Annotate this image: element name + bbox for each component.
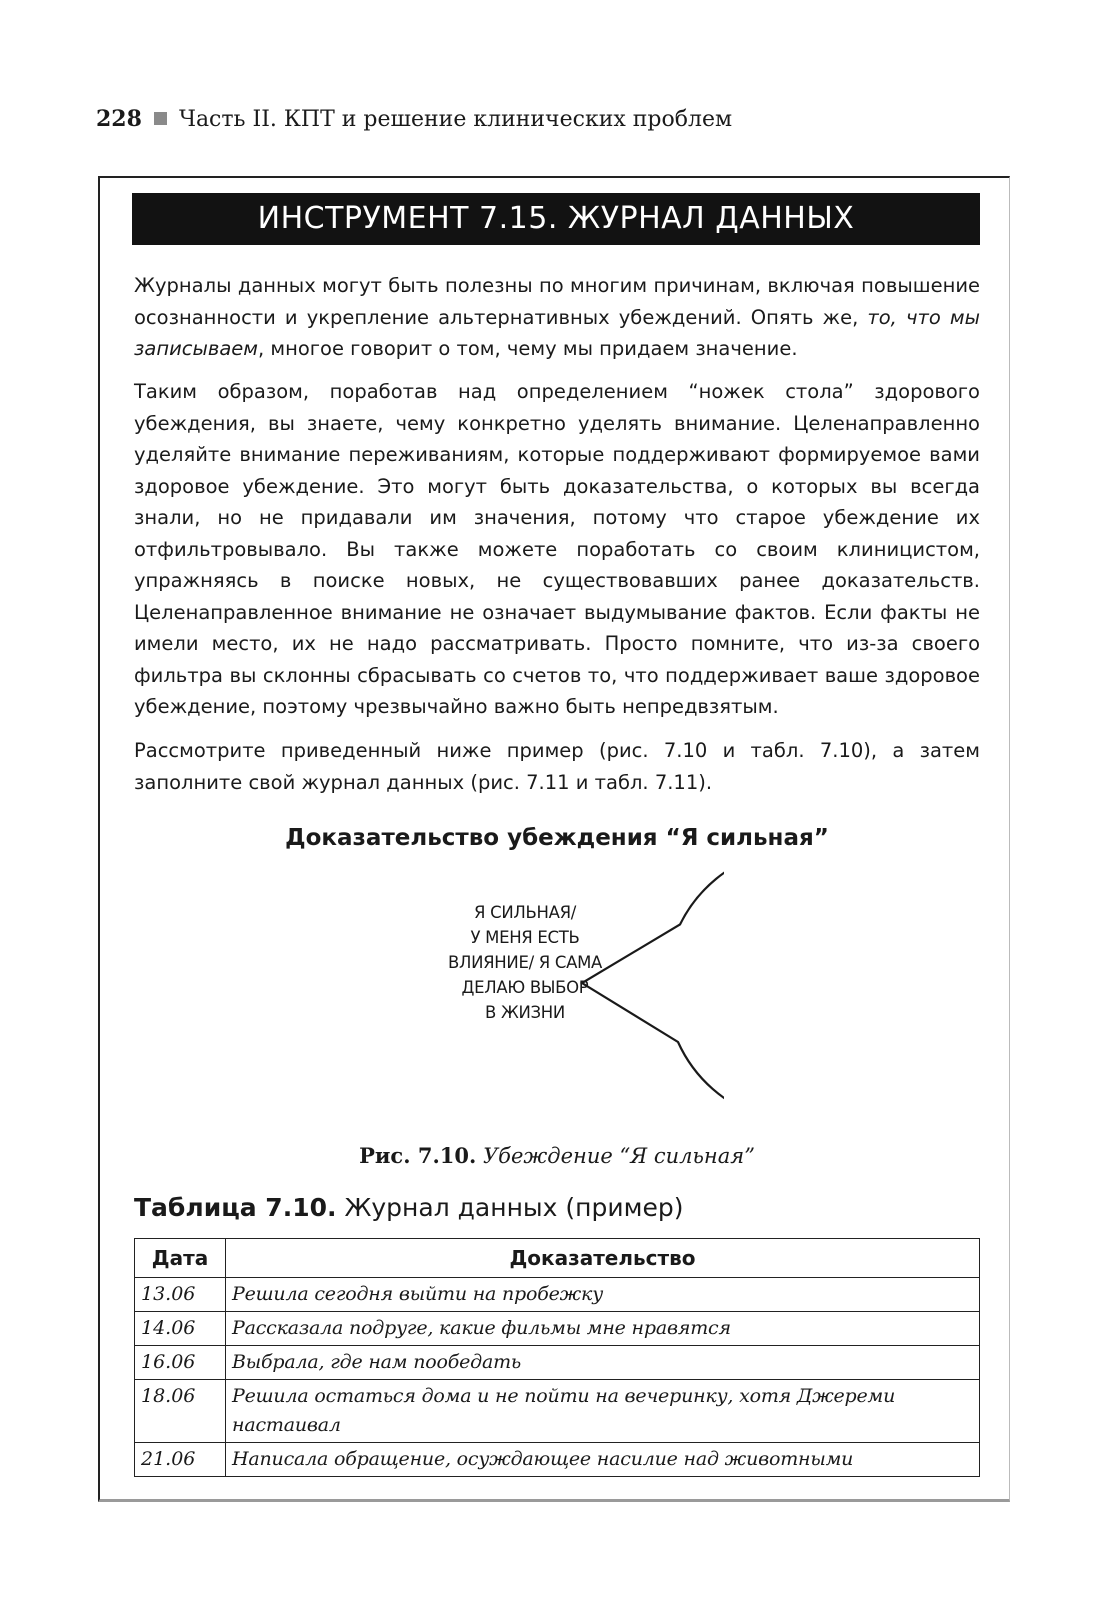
belief-label-line: В ЖИЗНИ xyxy=(485,1003,565,1022)
square-bullet-icon xyxy=(154,112,167,125)
running-head xyxy=(96,104,732,135)
table-title-text: Журнал данных (пример) xyxy=(344,1193,684,1222)
table-row xyxy=(135,1312,980,1346)
table-title xyxy=(134,1190,684,1226)
tool-banner: ИНСТРУМЕНТ 7.15. ЖУРНАЛ ДАННЫХ xyxy=(132,193,980,245)
belief-label-line: У МЕНЯ ЕСТЬ xyxy=(470,928,580,947)
belief-label xyxy=(404,900,646,1025)
data-journal-table xyxy=(134,1238,980,1477)
page-number: 228 xyxy=(96,106,142,132)
column-header-evidence: Доказательство xyxy=(226,1239,980,1278)
row-evidence: Рассказала подруге, какие фильмы мне нравятся xyxy=(226,1312,980,1346)
figure-caption xyxy=(134,1140,980,1172)
paragraph-1-emphasis: то, что мы записываем xyxy=(134,305,980,360)
paragraph-2: Таким образом, поработав над определением “ножек стола” здорового убеждения, вы знаете, чему конкретно уделять внимание. Целенаправленно уделяйте внимание переживаниям, которые поддерживают формируемое вами здоровое убеждение. Это могут быть доказательства, о которых вы всегда знали, но не придавали им значения, потому что старое убеждение их отфильтровывало. Вы также можете поработать со своим клиницистом, упражняясь в поиске новых, не существовавших ранее доказательств. Целенаправленное внимание не означает выдумывание фактов. Если факты не имели место, их не надо рассматривать. Просто помните, что из-за своего фильтра вы склонны сбрасывать со счетов то, что поддерживает ваше здоровое убеждение, поэтому чрезвычайно важно быть непредвзятым. xyxy=(134,380,980,718)
table-title-number: Таблица 7.10. xyxy=(134,1193,337,1222)
row-evidence: Написала обращение, осуждающее насилие над животными xyxy=(226,1443,980,1477)
table-header-row xyxy=(135,1239,980,1278)
belief-label-line: Я СИЛЬНАЯ/ xyxy=(473,903,577,922)
paragraph-1-start: Журналы данных могут быть полезны по многим причинам, включая повышение осознанности и укрепление альтернативных убеждений. Опять же, xyxy=(134,274,980,329)
paragraph-3: Рассмотрите приведенный ниже пример (рис. 7.10 и табл. 7.10), а затем заполните свой журнал данных (рис. 7.11 и табл. 7.11). xyxy=(134,739,980,794)
row-date: 16.06 xyxy=(135,1346,226,1380)
figure-caption-text: Убеждение “Я сильная” xyxy=(482,1144,755,1168)
row-evidence: Выбрала, где нам пообедать xyxy=(226,1346,980,1380)
part-title: Часть II. КПТ и решение клинических проблем xyxy=(178,107,733,132)
belief-label-line: ВЛИЯНИЕ/ Я САМА xyxy=(447,953,603,972)
row-evidence: Решила сегодня выйти на пробежку xyxy=(226,1278,980,1312)
figure-title: Доказательство убеждения “Я сильная” xyxy=(285,825,829,851)
row-date: 13.06 xyxy=(135,1278,226,1312)
paragraph-1-end: , многое говорит о том, чему мы придаем значение. xyxy=(258,337,798,360)
row-date: 14.06 xyxy=(135,1312,226,1346)
row-date: 18.06 xyxy=(135,1380,226,1443)
row-evidence: Решила остаться дома и не пойти на вечеринку, хотя Джереми настаивал xyxy=(226,1380,980,1443)
table-row xyxy=(135,1346,980,1380)
table-row xyxy=(135,1443,980,1477)
belief-pie-figure xyxy=(404,858,724,1140)
paragraph-1 xyxy=(134,270,980,365)
table-row xyxy=(135,1278,980,1312)
column-header-date: Дата xyxy=(135,1239,226,1278)
row-date: 21.06 xyxy=(135,1443,226,1477)
belief-label-line: ДЕЛАЮ ВЫБОР xyxy=(461,978,589,997)
table-row xyxy=(135,1380,980,1443)
figure-caption-number: Рис. 7.10. xyxy=(359,1143,477,1168)
